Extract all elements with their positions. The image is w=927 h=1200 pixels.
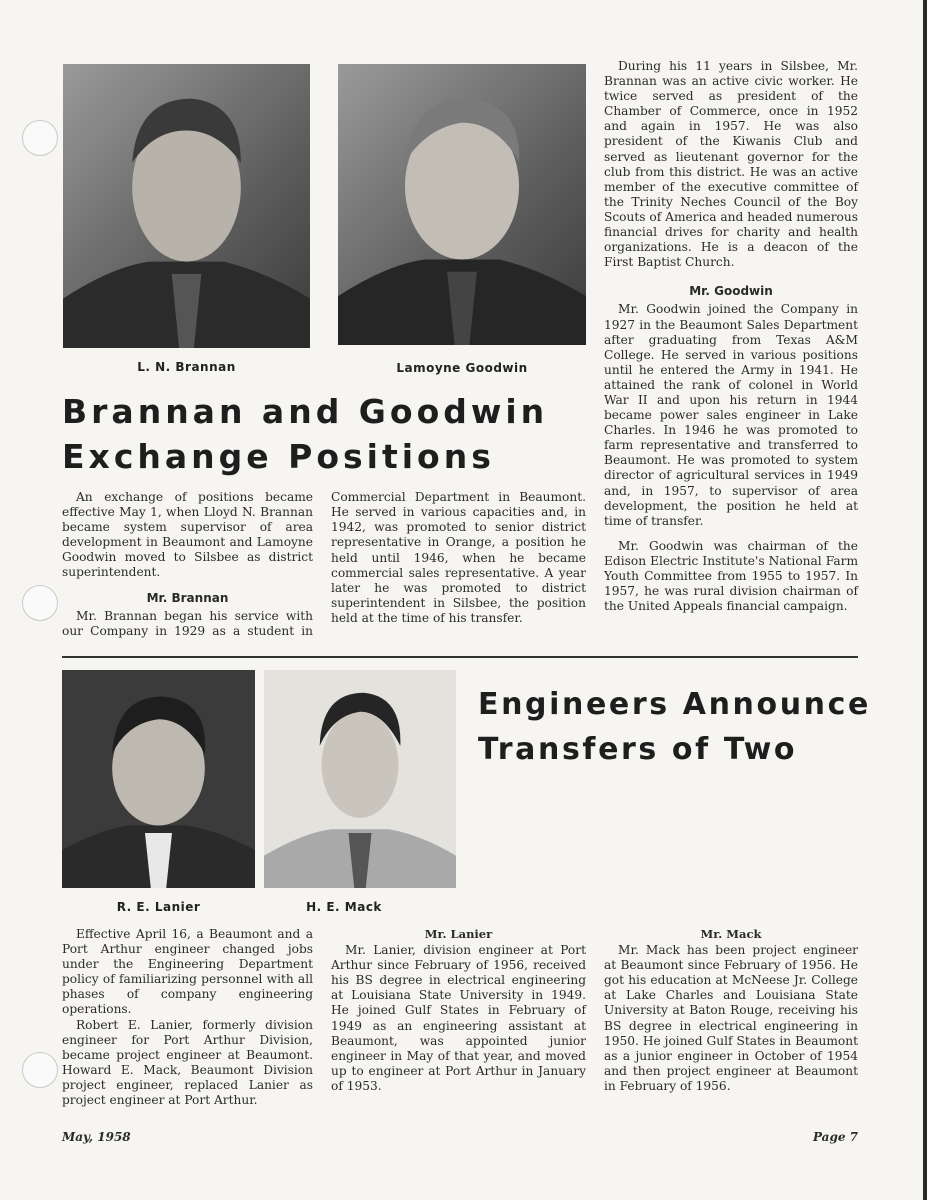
article2-column-1 [62,927,313,1108]
photo-lanier [62,670,255,888]
paragraph: Commercial Department in Beaumont. He served in various capacities and, in 1942, was promoted to senior district representative in Orange, a position he held until 1946, when he became commercial sales representative. A year later he was promoted to district superintendent in Silsbee, the position held at the time of his transfer. [331,490,586,625]
article2-headline [478,682,871,772]
section-heading: Mr. Goodwin [689,284,773,299]
photo-caption: Lamoyne Goodwin [396,361,528,375]
paragraph: Robert E. Lanier, formerly division engineer for Port Arthur Division, became project engineer at Beaumont. Howard E. Mack, Beaumont Division project engineer, replaced Lanier as project engineer at Port Arthur. [62,1017,313,1108]
paragraph: Mr. Goodwin joined the Company in 1927 in the Beaumont Sales Department after graduating from Texas A&M College. He served in various positions until he entered the Army in 1941. He attained the rank of colonel in World War II and upon his return in 1944 became power sales engineer in Lake Charles. In 1946 he was promoted to farm representative and transferred to Beaumont. He was promoted to system director of agricultural services in 1949 and, in 1957, to supervisor of area development, the position he held at time of transfer. [604,302,858,528]
footer-page-number: Page 7 [812,1130,858,1144]
paragraph: During his 11 years in Silsbee, Mr. Brannan was an active civic worker. He twice served as president of the Chamber of Commerce, once in 1952 and again in 1957. He was also president of the Kiwanis Club and served as lieutenant governor for the club from this district. He was an active member of the executive committee of the Trinity Neches Council of the Boy Scouts of America and headed numerous financial drives for charity and health organizations. He is a deacon of the First Baptist Church. [604,59,858,270]
photo-mack [264,670,456,888]
headline-line: Transfers of Two [478,732,798,767]
article1-column-3 [604,59,858,614]
article2-column-3 [604,927,858,1094]
article1-column-1 [62,490,313,639]
paragraph: An exchange of positions became effective May 1, when Lloyd N. Brannan became system supervisor of area development in Beaumont and Lamoyne Goodwin moved to Silsbee as district superintendent. [62,490,313,580]
photo-brannan [63,64,310,348]
section-heading: Mr. Mack [700,927,762,941]
photo-caption: R. E. Lanier [116,900,201,914]
paragraph: Mr. Mack has been project engineer at Beaumont since February of 1956. He got his education at McNeese Jr. College at Lake Charles and Louisiana State University at Baton Rouge, receiving his BS degree in electrical engineering in 1950. He joined Gulf States in Beaumont as a junior engineer in October of 1954 and then project engineer at Beaumont in February of 1956. [604,943,858,1093]
footer-date: May, 1958 [62,1130,131,1144]
headline-line: Exchange Positions [62,436,495,476]
paragraph: Mr. Goodwin was chairman of the Edison Electric Institute's National Farm Youth Committee from 1955 to 1957. In 1957, he was rural division chairman of the United Appeals financial campaign. [604,538,858,614]
section-heading: Mr. Brannan [146,590,229,605]
article1-headline [62,390,548,479]
photo-caption: H. E. Mack [306,900,382,914]
paragraph: Effective April 16, a Beaumont and a Port Arthur engineer changed jobs under the Engineering Department policy of familiarizing personnel with all phases of company engineering operations. [62,927,313,1017]
paragraph: Mr. Lanier, division engineer at Port Arthur since February of 1956, received his BS degree in electrical engineering at Louisiana State University in 1949. He joined Gulf States in February of 1949 as an engineering assistant at Beaumont, was appointed junior engineer in May of that year, and moved up to engineer at Port Arthur in January of 1953. [331,943,586,1093]
article2-column-2 [331,927,586,1094]
binder-hole [22,120,58,156]
photo-caption: L. N. Brannan [137,360,236,374]
headline-line: Engineers Announce [478,687,871,722]
binder-hole [22,1052,58,1088]
photo-goodwin [338,64,586,345]
section-heading: Mr. Lanier [424,927,493,941]
page-edge [923,0,927,1200]
paragraph: Mr. Brannan began his service with our Company in 1929 as a student in [62,608,313,638]
article1-column-2 [331,490,586,642]
binder-hole [22,585,58,621]
section-divider [62,656,858,658]
headline-line: Brannan and Goodwin [62,392,549,431]
